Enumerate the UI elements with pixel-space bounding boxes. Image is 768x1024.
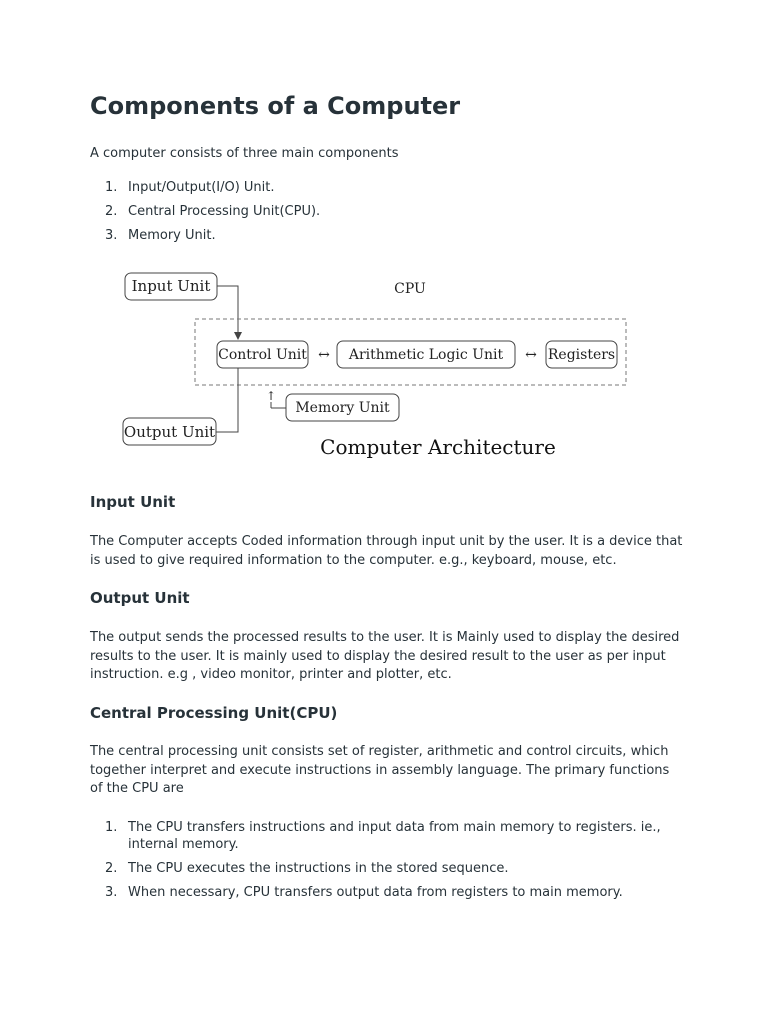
list-number: 2. [105, 204, 118, 219]
list-item [90, 227, 670, 244]
double-arrow: ↔ [525, 347, 537, 363]
list-item [90, 884, 690, 901]
list-item [90, 860, 690, 877]
input-connector-line [217, 286, 238, 336]
list-item-text: Input/Output(I/O) Unit. [128, 180, 275, 195]
list-number: 2. [105, 861, 118, 876]
up-arrow-icon: ↑ [265, 389, 277, 403]
list-number: 1. [105, 820, 118, 835]
section-heading-input-unit: Input Unit [90, 493, 176, 511]
double-arrow: ↔ [318, 347, 330, 363]
alu-label: Arithmetic Logic Unit [348, 347, 504, 363]
output-unit-label: Output Unit [123, 423, 216, 441]
cpu-label: CPU [394, 281, 426, 297]
list-item-text: Memory Unit. [128, 228, 216, 243]
section-heading-cpu: Central Processing Unit(CPU) [90, 704, 338, 722]
input-unit-text: The Computer accepts Coded information through input unit by the user. It is a device that is used to give required information to the computer. e.g., keyboard, mouse, etc. [90, 534, 683, 568]
list-item-text: Central Processing Unit(CPU). [128, 204, 321, 219]
list-item-text: The CPU executes the instructions in the stored sequence. [128, 861, 509, 876]
registers-label: Registers [547, 347, 616, 363]
list-number: 1. [105, 180, 118, 195]
input-arrowhead [234, 332, 242, 340]
section-heading-output-unit: Output Unit [90, 589, 190, 607]
output-unit-text: The output sends the processed results to the user. It is Mainly used to display the desired results to the user. It is mainly used to display the desired result to the user as per input instruction. e.g , video monitor, printer and plotter, etc. [90, 630, 680, 682]
list-item [90, 203, 670, 220]
list-item-text: The CPU transfers instructions and input data from main memory to registers. ie., internal memory. [128, 820, 661, 852]
list-item [90, 819, 690, 853]
diagram-caption: Computer Architecture [320, 435, 556, 459]
memory-unit-label: Memory Unit [295, 400, 390, 416]
list-number: 3. [105, 885, 118, 900]
list-item [90, 179, 670, 196]
control-unit-label: Control Unit [218, 347, 307, 363]
page-title: Components of a Computer [90, 92, 461, 120]
list-number: 3. [105, 228, 118, 243]
list-item-text: When necessary, CPU transfers output data from registers to main memory. [128, 885, 623, 900]
components-list [90, 179, 670, 251]
output-connector-line [216, 368, 238, 432]
cpu-functions-list [90, 819, 690, 908]
input-unit-label: Input Unit [131, 277, 211, 295]
cpu-text: The central processing unit consists set of register, arithmetic and control circuits, which together interpret and execute instructions in assembly language. The primary functions of the CPU are [90, 744, 670, 796]
intro-text: A computer consists of three main components [90, 146, 399, 161]
computer-architecture-diagram [120, 266, 660, 464]
